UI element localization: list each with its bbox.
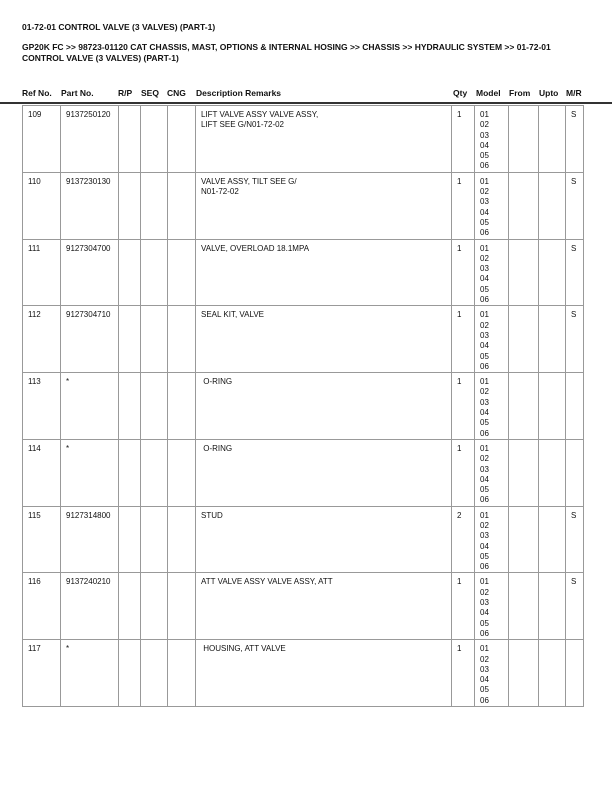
table-row — [23, 106, 584, 173]
model-code: 01 — [480, 577, 489, 587]
part-no-cell: 9127304710 — [61, 306, 119, 373]
upto-cell — [539, 172, 566, 239]
model-code: 03 — [480, 531, 489, 541]
table-row — [23, 573, 584, 640]
model-code: 03 — [480, 598, 489, 608]
mr-cell — [566, 439, 584, 506]
qty-cell: 1 — [452, 306, 475, 373]
cng-cell — [168, 506, 196, 573]
seq-cell — [141, 373, 168, 440]
mr-cell: S — [566, 172, 584, 239]
description-line: N01-72-02 — [201, 187, 239, 197]
ref-cell: 115 — [23, 506, 61, 573]
model-cell — [475, 306, 509, 373]
model-code: 06 — [480, 562, 489, 572]
table-row — [23, 506, 584, 573]
page-title: 01-72-01 CONTROL VALVE (3 VALVES) (PART-1) — [22, 22, 216, 32]
table-row — [23, 306, 584, 373]
model-cell — [475, 439, 509, 506]
model-code: 02 — [480, 253, 489, 263]
from-cell — [509, 106, 539, 173]
cng-cell — [168, 306, 196, 373]
model-cell — [475, 640, 509, 707]
model-cell — [475, 373, 509, 440]
description-cell — [196, 373, 452, 440]
from-cell — [509, 373, 539, 440]
table-row — [23, 439, 584, 506]
breadcrumb: GP20K FC >> 98723-01120 CAT CHASSIS, MAST, OPTIONS & INTERNAL HOSING >> CHASSIS >> HYDRAULIC SYSTEM >> 01-72-01 CONTROL VALVE (3 VALVES) (PART-1) — [22, 42, 551, 63]
column-header: Description Remarks — [196, 88, 282, 98]
column-header: SEQ — [141, 88, 159, 98]
model-code: 03 — [480, 130, 489, 140]
seq-cell — [141, 172, 168, 239]
model-code: 02 — [480, 120, 489, 130]
seq-cell — [141, 640, 168, 707]
description-line: LIFT SEE G/N01-72-02 — [201, 120, 284, 130]
model-code: 06 — [480, 295, 489, 305]
model-code: 01 — [480, 310, 489, 320]
qty-cell: 1 — [452, 573, 475, 640]
model-code: 06 — [480, 228, 489, 238]
mr-cell: S — [566, 106, 584, 173]
table-row — [23, 640, 584, 707]
qty-cell: 1 — [452, 239, 475, 306]
model-code: 05 — [480, 217, 489, 227]
model-code: 01 — [480, 377, 489, 387]
model-code: 01 — [480, 243, 489, 253]
part-no-cell: * — [61, 373, 119, 440]
column-header: Model — [476, 88, 501, 98]
model-code: 04 — [480, 675, 489, 685]
model-code: 03 — [480, 397, 489, 407]
table-row — [23, 239, 584, 306]
description-cell — [196, 172, 452, 239]
description-line: LIFT VALVE ASSY VALVE ASSY, — [201, 110, 319, 119]
model-code: 06 — [480, 695, 489, 705]
model-code: 06 — [480, 161, 489, 171]
description-cell — [196, 106, 452, 173]
ref-cell: 114 — [23, 439, 61, 506]
cng-cell — [168, 239, 196, 306]
model-cell — [475, 172, 509, 239]
description-line: SEAL KIT, VALVE — [201, 310, 264, 320]
description-line: ATT VALVE ASSY VALVE ASSY, ATT — [201, 577, 333, 587]
part-no-cell: 9137230130 — [61, 172, 119, 239]
model-code: 04 — [480, 140, 489, 150]
model-code: 05 — [480, 284, 489, 294]
rp-cell — [119, 239, 141, 306]
seq-cell — [141, 506, 168, 573]
from-cell — [509, 506, 539, 573]
rp-cell — [119, 373, 141, 440]
rp-cell — [119, 106, 141, 173]
model-cell — [475, 106, 509, 173]
model-cell — [475, 239, 509, 306]
description-cell — [196, 640, 452, 707]
seq-cell — [141, 573, 168, 640]
description-cell — [196, 573, 452, 640]
upto-cell — [539, 640, 566, 707]
model-code: 03 — [480, 464, 489, 474]
column-header: Ref No. — [22, 88, 52, 98]
model-code: 03 — [480, 330, 489, 340]
seq-cell — [141, 106, 168, 173]
upto-cell — [539, 439, 566, 506]
part-no-cell: 9127304700 — [61, 239, 119, 306]
model-code: 01 — [480, 443, 489, 453]
from-cell — [509, 573, 539, 640]
qty-cell: 1 — [452, 640, 475, 707]
ref-cell: 110 — [23, 172, 61, 239]
seq-cell — [141, 239, 168, 306]
part-no-cell: 9137240210 — [61, 573, 119, 640]
column-header: R/P — [118, 88, 133, 98]
description-line: VALVE ASSY, TILT SEE G/ — [201, 176, 297, 186]
cng-cell — [168, 640, 196, 707]
description-line: O-RING — [201, 377, 233, 387]
parts-table — [22, 105, 584, 707]
mr-cell — [566, 373, 584, 440]
model-code: 05 — [480, 685, 489, 695]
column-header: Upto — [539, 88, 559, 98]
from-cell — [509, 439, 539, 506]
model-code: 05 — [480, 485, 489, 495]
model-code: 05 — [480, 351, 489, 361]
part-no-cell: 9137250120 — [61, 106, 119, 173]
description-cell — [196, 506, 452, 573]
description-line: STUD — [201, 510, 223, 520]
description-cell — [196, 439, 452, 506]
upto-cell — [539, 239, 566, 306]
mr-cell: S — [566, 306, 584, 373]
upto-cell — [539, 573, 566, 640]
qty-cell: 1 — [452, 172, 475, 239]
upto-cell — [539, 373, 566, 440]
rp-cell — [119, 172, 141, 239]
qty-cell: 2 — [452, 506, 475, 573]
model-code: 02 — [480, 320, 489, 330]
model-code: 06 — [480, 428, 489, 438]
rp-cell — [119, 306, 141, 373]
rp-cell — [119, 640, 141, 707]
model-code: 04 — [480, 274, 489, 284]
model-code: 01 — [480, 110, 489, 119]
mr-cell: S — [566, 573, 584, 640]
model-code: 03 — [480, 197, 489, 207]
model-code: 06 — [480, 495, 489, 505]
model-code: 05 — [480, 151, 489, 161]
description-cell — [196, 239, 452, 306]
ref-cell: 111 — [23, 239, 61, 306]
from-cell — [509, 172, 539, 239]
description-line: VALVE, OVERLOAD 18.1MPA — [201, 243, 310, 253]
model-code: 04 — [480, 474, 489, 484]
model-code: 05 — [480, 418, 489, 428]
model-code: 05 — [480, 551, 489, 561]
cng-cell — [168, 439, 196, 506]
part-no-cell: * — [61, 439, 119, 506]
cng-cell — [168, 573, 196, 640]
seq-cell — [141, 439, 168, 506]
table-row — [23, 373, 584, 440]
model-code: 01 — [480, 644, 489, 654]
model-code: 02 — [480, 520, 489, 530]
ref-cell: 109 — [23, 106, 61, 173]
ref-cell: 112 — [23, 306, 61, 373]
model-code: 04 — [480, 541, 489, 551]
model-code: 04 — [480, 608, 489, 618]
from-cell — [509, 640, 539, 707]
upto-cell — [539, 106, 566, 173]
description-cell — [196, 306, 452, 373]
upto-cell — [539, 306, 566, 373]
model-code: 03 — [480, 664, 489, 674]
model-code: 04 — [480, 207, 489, 217]
description-line: O-RING — [201, 443, 233, 453]
model-code: 02 — [480, 587, 489, 597]
column-header: M/R — [566, 88, 582, 98]
qty-cell: 1 — [452, 106, 475, 173]
rp-cell — [119, 573, 141, 640]
cng-cell — [168, 172, 196, 239]
model-code: 01 — [480, 176, 489, 186]
header-divider — [0, 102, 612, 104]
ref-cell: 116 — [23, 573, 61, 640]
description-line: HOUSING, ATT VALVE — [201, 644, 286, 654]
qty-cell: 1 — [452, 439, 475, 506]
mr-cell: S — [566, 506, 584, 573]
column-header: CNG — [167, 88, 186, 98]
table-row — [23, 172, 584, 239]
ref-cell: 117 — [23, 640, 61, 707]
column-header: Qty — [453, 88, 468, 98]
mr-cell — [566, 640, 584, 707]
model-cell — [475, 573, 509, 640]
ref-cell: 113 — [23, 373, 61, 440]
model-code: 02 — [480, 187, 489, 197]
model-code: 02 — [480, 454, 489, 464]
rp-cell — [119, 439, 141, 506]
qty-cell: 1 — [452, 373, 475, 440]
model-code: 02 — [480, 387, 489, 397]
rp-cell — [119, 506, 141, 573]
cng-cell — [168, 373, 196, 440]
model-code: 03 — [480, 264, 489, 274]
column-header: From — [509, 88, 531, 98]
part-no-cell: * — [61, 640, 119, 707]
model-code: 01 — [480, 510, 489, 520]
seq-cell — [141, 306, 168, 373]
from-cell — [509, 239, 539, 306]
column-header: Part No. — [61, 88, 94, 98]
cng-cell — [168, 106, 196, 173]
model-code: 06 — [480, 628, 489, 638]
model-cell — [475, 506, 509, 573]
model-code: 05 — [480, 618, 489, 628]
upto-cell — [539, 506, 566, 573]
part-no-cell: 9127314800 — [61, 506, 119, 573]
from-cell — [509, 306, 539, 373]
model-code: 02 — [480, 654, 489, 664]
model-code: 04 — [480, 341, 489, 351]
model-code: 06 — [480, 361, 489, 371]
model-code: 04 — [480, 408, 489, 418]
mr-cell: S — [566, 239, 584, 306]
